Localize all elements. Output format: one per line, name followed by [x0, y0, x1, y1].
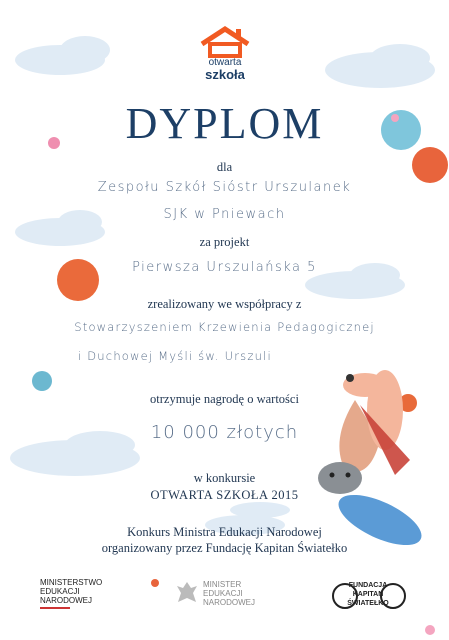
contest-name: OTWARTA SZKOŁA 2015	[150, 488, 299, 502]
house-icon	[196, 26, 254, 58]
ministry-line3: NARODOWEJ	[40, 596, 92, 605]
partner-line2: i Duchowej Myśli św. Urszuli	[78, 349, 272, 363]
logo-line2: szkoła	[205, 67, 245, 82]
foundation-line2: KAPITAN	[352, 591, 384, 598]
minister-logo	[203, 580, 255, 607]
page-title: DYPLOM	[125, 99, 324, 148]
foundation-line1: FUNDACJA	[348, 582, 388, 589]
logo-line1: otwarta	[208, 57, 242, 68]
planet-teal-small	[32, 371, 52, 391]
cooperation-label: zrealizowany we współpracy z	[147, 297, 302, 311]
award-value: 10 000 złotych	[150, 422, 299, 443]
ministry-underline	[40, 607, 70, 609]
ministry-line1: MINISTERSTWO	[40, 578, 103, 587]
project-label: za projekt	[199, 235, 250, 249]
for-label: dla	[216, 160, 233, 174]
foundation-line3: ŚWIATEŁKO	[347, 600, 389, 607]
minister-line1: MINISTER	[203, 580, 242, 589]
ministry-logo	[40, 578, 102, 609]
recipient-line2: SJK w Pniewach	[163, 207, 286, 222]
contest-label: w konkursie	[193, 471, 256, 485]
organizer-line2: organizowany przez Fundację Kapitan Światełko	[101, 541, 348, 555]
eagle-emblem-icon	[176, 580, 198, 606]
otwarta-szkola-logo	[196, 26, 254, 86]
minister-line2: EDUKACJI	[203, 589, 243, 598]
project-name: Pierwsza Urszulańska 5	[132, 260, 317, 275]
award-label: otrzymuje nagrodę o wartości	[150, 392, 299, 406]
minister-line3: NARODOWEJ	[203, 598, 255, 607]
foundation-logo	[323, 578, 413, 614]
organizer-line1: Konkurs Ministra Edukacji Narodowej	[127, 525, 322, 539]
ministry-line2: EDUKACJI	[40, 587, 80, 596]
partner-line1: Stowarzyszeniem Krzewienia Pedagogicznej	[74, 320, 375, 334]
foundation-text	[323, 581, 413, 608]
recipient-line1: Zespołu Szkół Sióstr Urszulanek	[97, 180, 352, 195]
